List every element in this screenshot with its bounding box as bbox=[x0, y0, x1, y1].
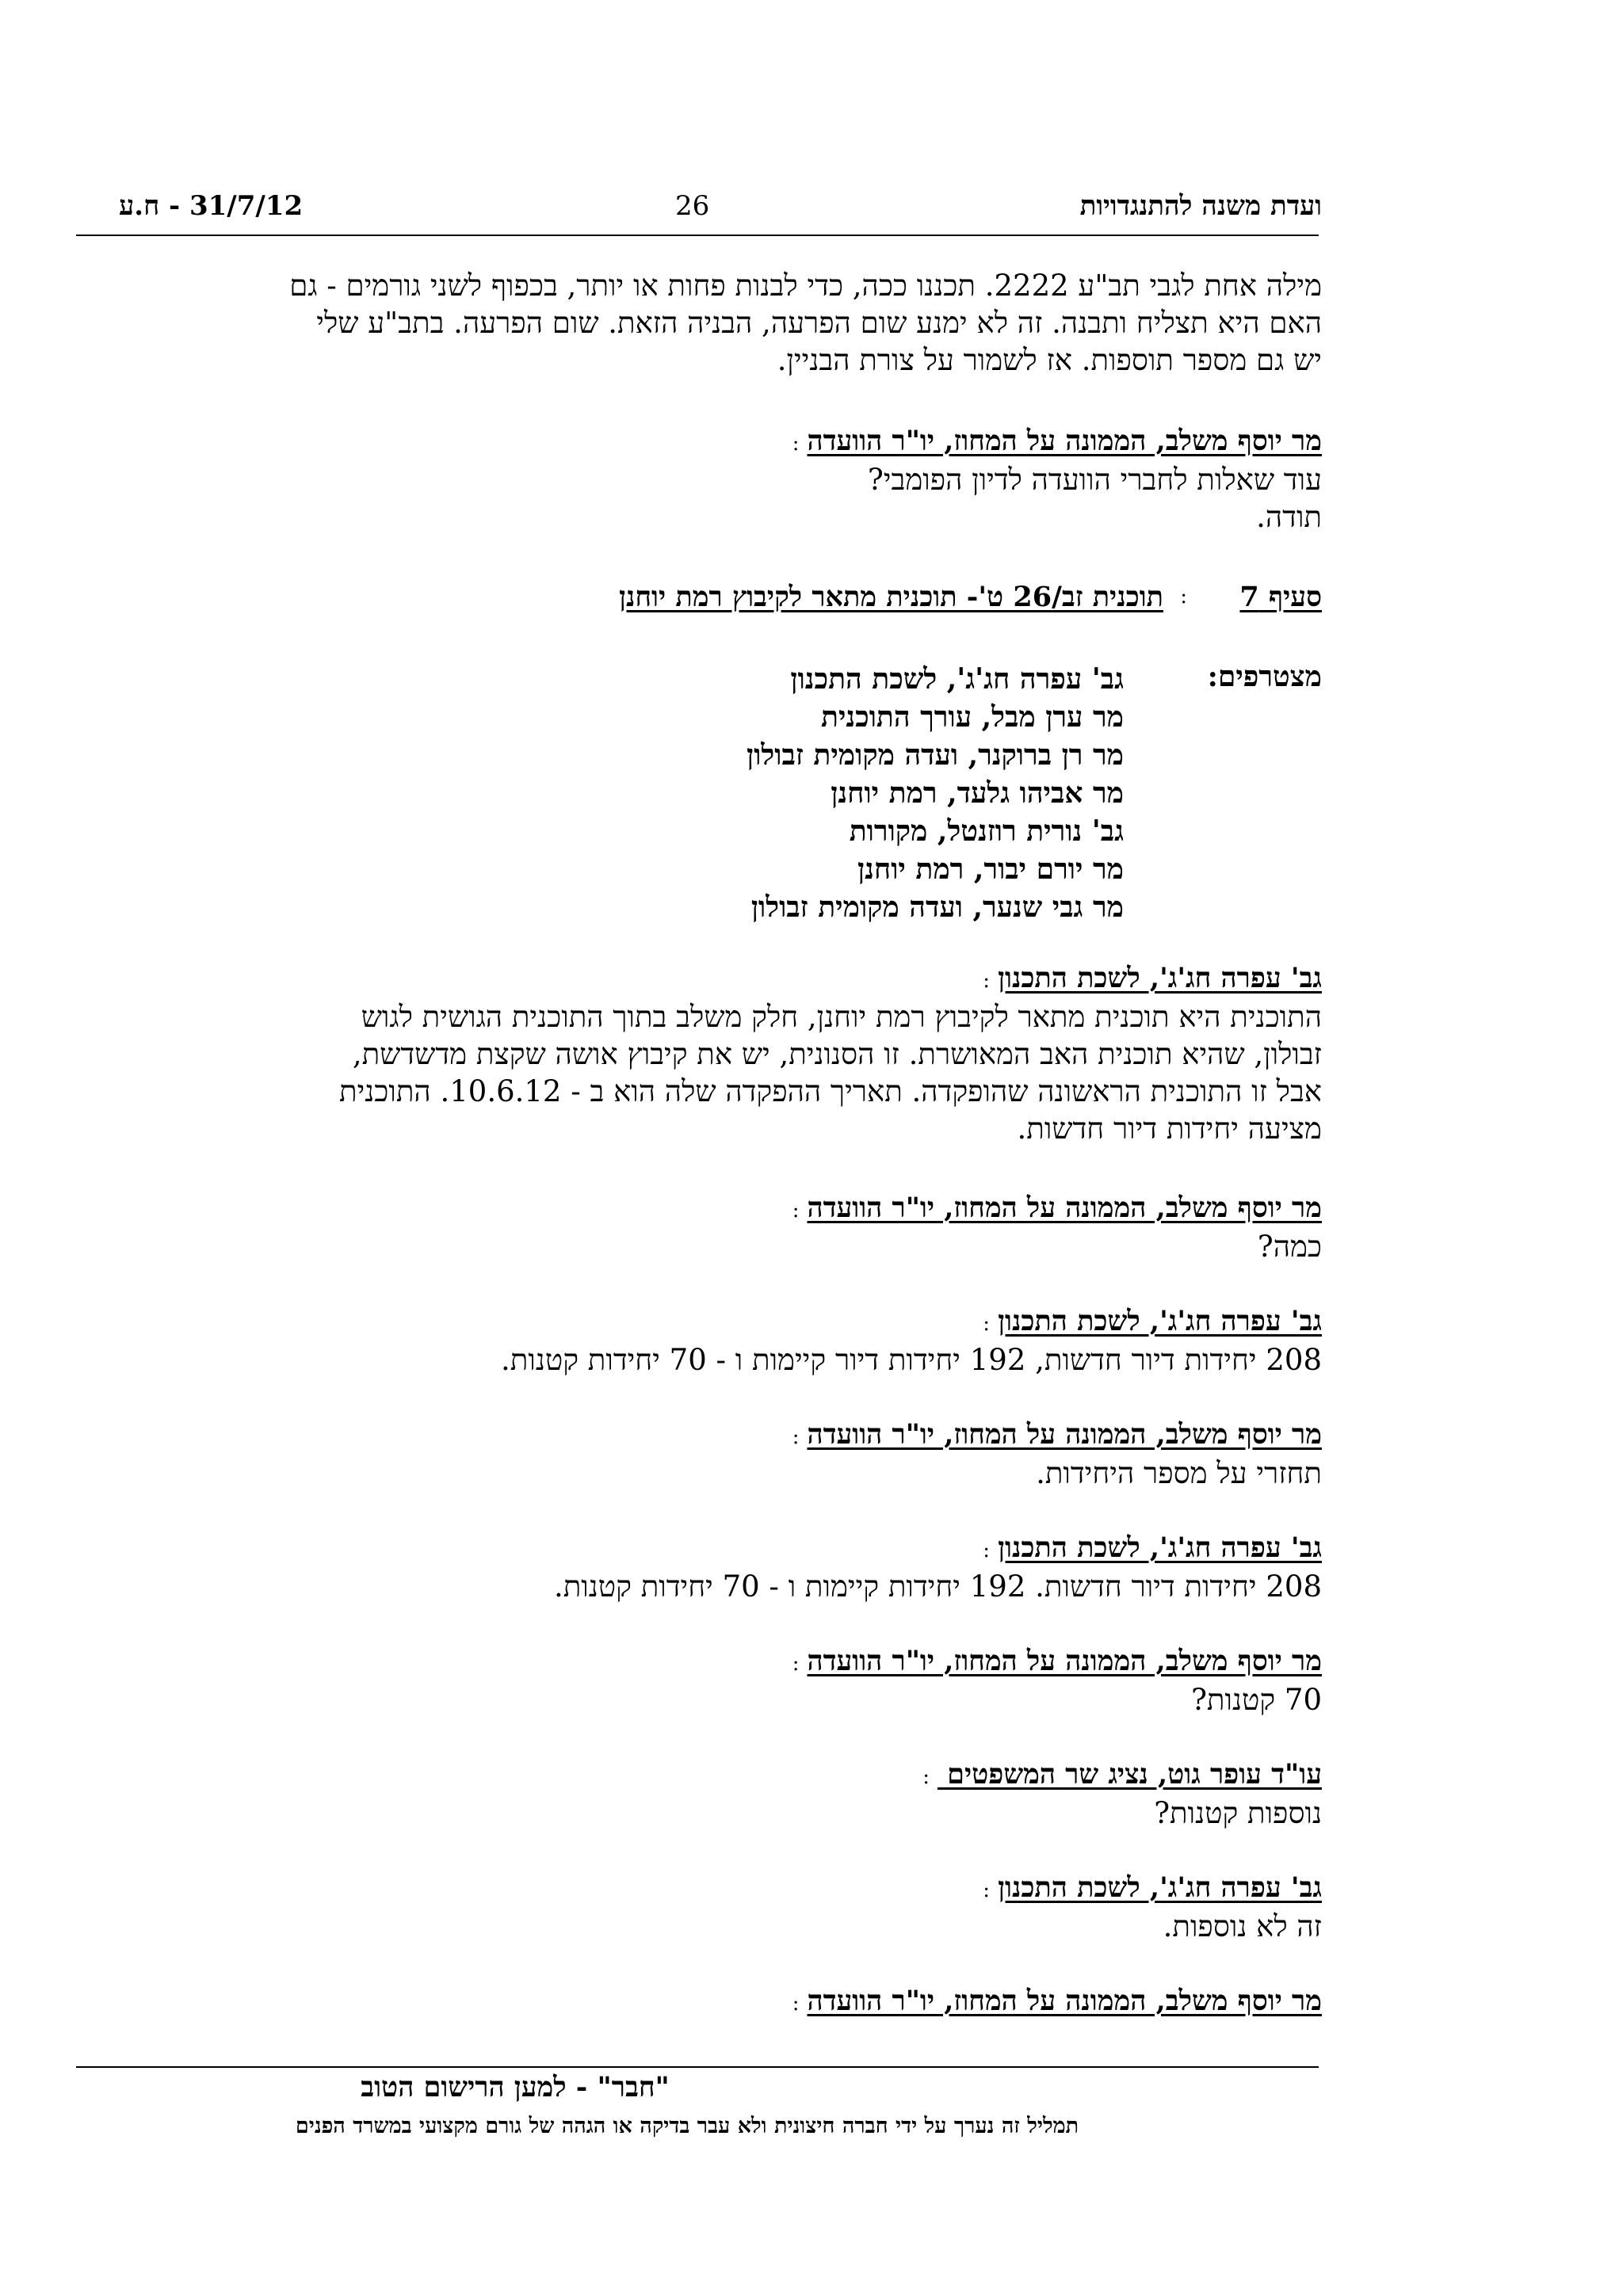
attendee-item: גב' עפרה חג'ג', לשכת התכנון bbox=[790, 662, 1124, 696]
attendee-item: מר גבי שנער, ועדה מקומית זבולון bbox=[750, 891, 1124, 924]
speech-line: 70 קטנות? bbox=[1191, 1683, 1322, 1717]
speaker-name: מר יוסף משלב, הממונה על המחוז, יו"ר הוועדה: bbox=[792, 1192, 1322, 1224]
speech-block bbox=[79, 1417, 1322, 1492]
speaker-name: גב' עפרה חג'ג', לשכת התכנון: bbox=[983, 1531, 1322, 1564]
attendee-item: מר רן ברוקנר, ועדה מקומית זבולון bbox=[747, 738, 1124, 772]
speech-line: תחזרי על מספר היחידות. bbox=[1036, 1456, 1322, 1490]
footer-divider bbox=[76, 2066, 1319, 2068]
header-date-suffix: - ח.ע bbox=[119, 190, 189, 222]
paragraph-line: יש גם מספר תוספות. אז לשמור על צורת הבניין. bbox=[777, 343, 1322, 377]
speech-line: עוד שאלות לחברי הוועדה לדיון הפומבי? bbox=[867, 463, 1322, 497]
speech-block bbox=[79, 1757, 1322, 1832]
header-date-value: 31/7/12 bbox=[189, 190, 304, 222]
header-committee-title: ועדת משנה להתנגדויות bbox=[1079, 190, 1322, 222]
speech-line: 208 יחידות דיור חדשות, 192 יחידות דיור קיימות ו - 70 יחידות קטנות. bbox=[501, 1343, 1322, 1377]
speech-line: זה לא נוספות. bbox=[1163, 1909, 1322, 1943]
speech-block bbox=[79, 1191, 1322, 1265]
speech-block bbox=[79, 424, 1322, 536]
section-colon: : bbox=[1180, 585, 1187, 608]
speech-block bbox=[79, 1984, 1322, 2021]
speech-line: אבל זו התוכנית הראשונה שהופקדה. תאריך ההפקדה שלה הוא ב - 10.6.12. התוכנית bbox=[339, 1074, 1322, 1108]
speaker-name: גב' עפרה חג'ג', לשכת התכנון: bbox=[983, 1305, 1322, 1337]
speech-line: זבולון, שהיא תוכנית האב המאושרת. זו הסנונית, יש את קיבוץ אושה שקצת מדשדשת, bbox=[352, 1037, 1322, 1071]
attendees-label: מצטרפים: bbox=[1207, 660, 1322, 693]
speech-line: כמה? bbox=[1257, 1230, 1322, 1264]
attendee-item: מר ערן מבל, עורך התוכנית bbox=[821, 700, 1124, 734]
speech-line: התוכנית היא תוכנית מתאר לקיבוץ רמת יוחנן, חלק משלב בתוך התוכנית הגושית לגוש bbox=[361, 1000, 1322, 1034]
footer-disclaimer: תמליל זה נערך על ידי חברה חיצונית ולא עבר בדיקה או הגהה של גורם מקצועי במשרד הפנים bbox=[295, 2114, 1079, 2138]
speaker-name: גב' עפרה חג'ג', לשכת התכנון: bbox=[983, 962, 1322, 994]
header-divider bbox=[76, 235, 1319, 236]
speaker-name: מר יוסף משלב, הממונה על המחוז, יו"ר הוועדה: bbox=[792, 1645, 1322, 1677]
speech-block bbox=[79, 1304, 1322, 1379]
speech-block bbox=[79, 1871, 1322, 1945]
speech-block bbox=[79, 1531, 1322, 1605]
header-page-number: 26 bbox=[675, 190, 710, 222]
speaker-name: מר יוסף משלב, הממונה על המחוז, יו"ר הוועדה: bbox=[792, 1418, 1322, 1451]
attendee-item: גב' נורית רוזנטל, מקורות bbox=[849, 814, 1124, 848]
attendees-list bbox=[747, 660, 1124, 926]
speech-line: תודה. bbox=[1256, 500, 1322, 534]
paragraph-line: מילה אחת לגבי תב"ע 2222. תכננו ככה, כדי לבנות פחות או יותר, בכפוף לשני גורמים - גם bbox=[289, 269, 1322, 303]
section-title: תוכנית זב/26 ט'- תוכנית מתאר לקיבוץ רמת יוחנן bbox=[619, 581, 1163, 613]
header-date bbox=[119, 190, 303, 222]
speech-line: מציעה יחידות דיור חדשות. bbox=[1017, 1112, 1322, 1146]
attendee-item: מר אביהו גלעד, רמת יוחנן bbox=[831, 776, 1124, 810]
speech-block bbox=[79, 1644, 1322, 1718]
speaker-name: גב' עפרה חג'ג', לשכת התכנון: bbox=[983, 1871, 1322, 1904]
paragraph-line: האם היא תצליח ותבנה. זה לא ימנע שום הפרעה, הבניה הזאת. שום הפרעה. בתב"ע שלי bbox=[316, 306, 1322, 340]
speech-block bbox=[79, 961, 1322, 1147]
footer-slogan: "חבר" - למען הרישום הטוב bbox=[361, 2071, 670, 2103]
speech-line: 208 יחידות דיור חדשות. 192 יחידות קיימות ו - 70 יחידות קטנות. bbox=[553, 1569, 1322, 1604]
speaker-name: מר יוסף משלב, הממונה על המחוז, יו"ר הוועדה: bbox=[792, 425, 1322, 457]
intro-paragraph bbox=[79, 267, 1322, 379]
speech-line: נוספות קטנות? bbox=[1154, 1796, 1322, 1830]
speaker-name: עו"ד עופר גוט, נציג שר המשפטים : bbox=[922, 1758, 1322, 1791]
section-label: סעיף 7 bbox=[1239, 581, 1322, 613]
attendee-item: מר יורם יבור, רמת יוחנן bbox=[857, 852, 1124, 886]
speaker-name: מר יוסף משלב, הממונה על המחוז, יו"ר הוועדה: bbox=[792, 1985, 1322, 2017]
